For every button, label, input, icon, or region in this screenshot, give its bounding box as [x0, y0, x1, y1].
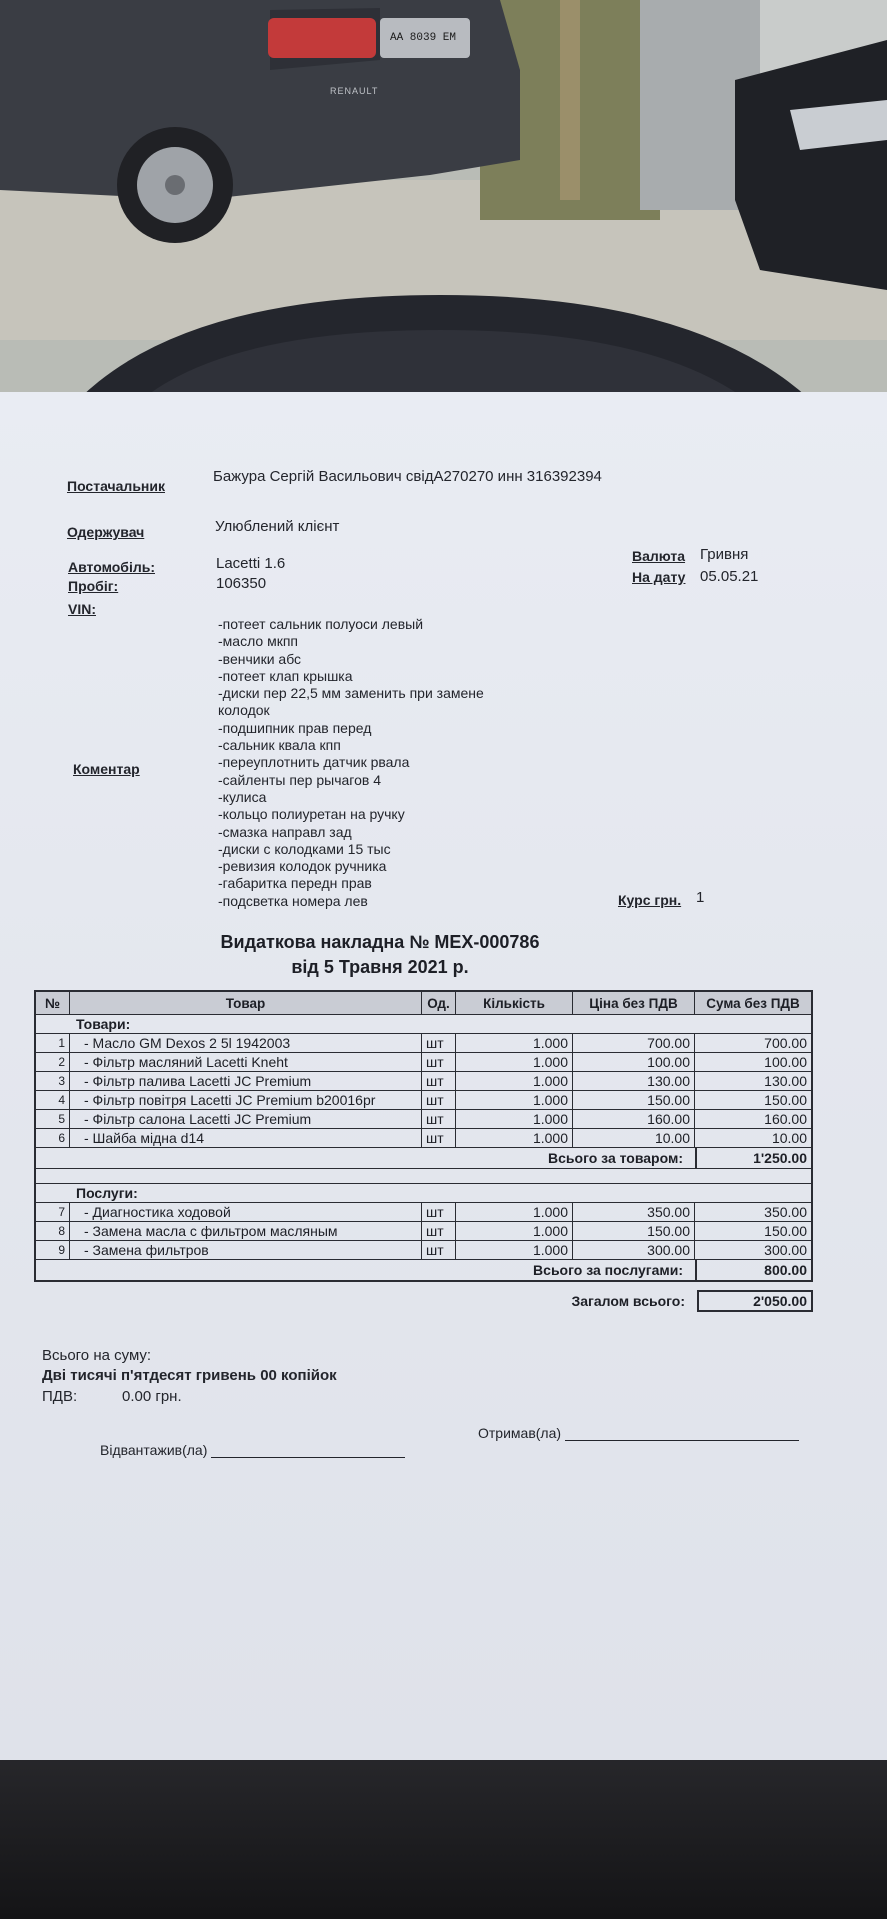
table-spacer: [36, 1169, 811, 1184]
supplier-value: Бажура Сергій Васильович свідА270270 инн 316392394: [213, 468, 602, 485]
row-quantity: 1.000: [456, 1034, 573, 1052]
table-row: [36, 1034, 811, 1053]
goods-total-label: Всього за товаром:: [548, 1150, 683, 1166]
rate-value: 1: [696, 889, 705, 906]
comment-line: -диски пер 22,5 мм заменить при замене колодок: [218, 685, 484, 719]
row-unit: шт: [422, 1110, 456, 1128]
comment-line: -смазка направл зад: [218, 823, 352, 840]
sum-in-words: Дві тисячі п'ятдесят гривень 00 копійок: [42, 1367, 337, 1384]
col-header-unit: Од.: [422, 992, 456, 1014]
mileage-value: 106350: [216, 575, 267, 592]
comment-line: -диски с колодками 15 тыс: [218, 840, 391, 857]
grand-total-value: 2'050.00: [697, 1290, 813, 1312]
row-number: 3: [36, 1072, 70, 1090]
comment-line: -ревизия колодок ручника: [218, 858, 387, 875]
row-price: 300.00: [573, 1241, 695, 1259]
grand-total-row: [34, 1290, 813, 1312]
row-item-name: - Фільтр палива Lacetti JC Premium: [70, 1072, 422, 1090]
row-item-name: - Фільтр повітря Lacetti JC Premium b20016pr: [70, 1091, 422, 1109]
col-header-price: Ціна без ПДВ: [573, 992, 695, 1014]
row-unit: шт: [422, 1129, 456, 1147]
row-quantity: 1.000: [456, 1091, 573, 1109]
comment-line: -сальник квала кпп: [218, 737, 341, 754]
row-unit: шт: [422, 1222, 456, 1240]
row-price: 130.00: [573, 1072, 695, 1090]
row-item-name: - Диагностика ходовой: [70, 1203, 422, 1221]
received-signature: [478, 1425, 799, 1441]
row-item-name: - Замена фильтров: [70, 1241, 422, 1259]
table-row: [36, 1241, 811, 1260]
vat-label: ПДВ:: [42, 1388, 78, 1405]
currency-label: Валюта: [632, 548, 686, 564]
vin-label: VIN:: [68, 601, 96, 617]
row-quantity: 1.000: [456, 1222, 573, 1240]
goods-total-row: [36, 1148, 811, 1169]
services-total-label: Всього за послугами:: [533, 1262, 683, 1278]
row-sum: 300.00: [764, 1242, 807, 1258]
row-unit: шт: [422, 1241, 456, 1259]
car-value: Lacetti 1.6: [216, 555, 286, 572]
row-price: 10.00: [573, 1129, 695, 1147]
row-unit: шт: [422, 1072, 456, 1090]
row-number: 1: [36, 1034, 70, 1052]
table-row: [36, 1053, 811, 1072]
comment-label: Коментар: [73, 761, 140, 777]
car-label: Автомобіль:: [68, 559, 155, 575]
row-number: 4: [36, 1091, 70, 1109]
col-header-quantity: Кількість: [456, 992, 573, 1014]
row-unit: шт: [422, 1203, 456, 1221]
shipped-signature-line: [211, 1443, 405, 1458]
grand-total-label: Загалом всього:: [571, 1293, 685, 1309]
col-header-item: Товар: [70, 992, 422, 1014]
table-row: [36, 1110, 811, 1129]
row-price: 160.00: [573, 1110, 695, 1128]
comment-line: -кольцо полиуретан на ручку: [218, 806, 405, 823]
comment-line: -масло мкпп: [218, 633, 298, 650]
services-section-title: Послуги:: [36, 1184, 811, 1203]
row-number: 2: [36, 1053, 70, 1071]
shipped-signature: [100, 1442, 405, 1458]
row-sum: 100.00: [764, 1054, 807, 1070]
recipient-value: Улюблений клієнт: [215, 518, 340, 535]
items-table: [34, 990, 813, 1282]
table-row: [36, 1091, 811, 1110]
sum-label: Всього на суму:: [42, 1347, 152, 1364]
license-plate: AA 8039 EM: [389, 32, 456, 44]
row-item-name: - Фільтр масляний Lacetti Kneht: [70, 1053, 422, 1071]
row-number: 5: [36, 1110, 70, 1128]
table-header: [36, 992, 811, 1015]
row-quantity: 1.000: [456, 1072, 573, 1090]
services-total-value: 800.00: [695, 1260, 811, 1280]
comment-line: -переуплотнить датчик рвала: [218, 754, 410, 771]
table-row: [36, 1129, 811, 1148]
date-value: 05.05.21: [700, 568, 759, 585]
table-row: [36, 1072, 811, 1091]
row-unit: шт: [422, 1091, 456, 1109]
row-unit: шт: [422, 1034, 456, 1052]
date-label: На дату: [632, 569, 686, 585]
row-number: 8: [36, 1222, 70, 1240]
photo-background: [0, 0, 887, 420]
row-price: 150.00: [573, 1091, 695, 1109]
vat-value: 0.00 грн.: [122, 1388, 182, 1405]
col-header-sum: Сума без ПДВ: [706, 995, 800, 1011]
invoice-title: Видаткова накладна № MEX-000786: [220, 932, 540, 952]
row-item-name: - Фільтр салона Lacetti JC Premium: [70, 1110, 422, 1128]
comment-line: -потеет клап крышка: [218, 667, 353, 684]
row-number: 7: [36, 1203, 70, 1221]
row-sum: 160.00: [764, 1111, 807, 1127]
row-sum: 150.00: [764, 1223, 807, 1239]
comment-list: [218, 616, 518, 910]
row-quantity: 1.000: [456, 1053, 573, 1071]
row-sum: 150.00: [764, 1092, 807, 1108]
supplier-label: Постачальник: [67, 478, 165, 494]
car-badge: RENAULT: [330, 86, 379, 96]
goods-section-title: Товари:: [36, 1015, 811, 1034]
currency-value: Гривня: [700, 546, 749, 563]
table-row: [36, 1203, 811, 1222]
comment-line: -габаритка передн прав: [218, 875, 372, 892]
row-price: 100.00: [573, 1053, 695, 1071]
comment-line: -подшипник прав перед: [218, 719, 372, 736]
row-sum: 130.00: [764, 1073, 807, 1089]
table-row: [36, 1222, 811, 1241]
row-sum: 10.00: [771, 1130, 807, 1146]
row-number: 6: [36, 1129, 70, 1147]
goods-total-value: 1'250.00: [695, 1148, 811, 1168]
comment-line: -кулиса: [218, 788, 267, 805]
comment-line: -венчики абс: [218, 650, 302, 667]
row-item-name: - Шайба мідна d14: [70, 1129, 422, 1147]
col-header-number: №: [36, 992, 70, 1014]
row-price: 700.00: [573, 1034, 695, 1052]
row-quantity: 1.000: [456, 1110, 573, 1128]
mileage-label: Пробіг:: [68, 578, 119, 594]
row-sum: 700.00: [764, 1035, 807, 1051]
comment-line: -потеет сальник полуоси левый: [218, 616, 424, 632]
row-item-name: - Замена масла с фильтром масляным: [70, 1222, 422, 1240]
row-item-name: - Масло GM Dexos 2 5l 1942003: [70, 1034, 422, 1052]
row-quantity: 1.000: [456, 1129, 573, 1147]
services-total-row: [36, 1260, 811, 1280]
comment-line: -подсветка номера лев: [218, 892, 368, 909]
row-quantity: 1.000: [456, 1203, 573, 1221]
received-signature-line: [565, 1426, 799, 1441]
comment-line: -сайленты пер рычагов 4: [218, 771, 381, 788]
rate-label: Курс грн.: [618, 892, 682, 908]
recipient-label: Одержувач: [67, 524, 145, 540]
invoice-date-subtitle: від 5 Травня 2021 р.: [291, 957, 469, 977]
row-price: 350.00: [573, 1203, 695, 1221]
row-unit: шт: [422, 1053, 456, 1071]
row-price: 150.00: [573, 1222, 695, 1240]
row-sum: 350.00: [764, 1204, 807, 1220]
invoice-sheet: [0, 392, 887, 1760]
row-quantity: 1.000: [456, 1241, 573, 1259]
received-label: Отримав(ла): [478, 1425, 562, 1441]
shipped-label: Відвантажив(ла): [100, 1442, 208, 1458]
row-number: 9: [36, 1241, 70, 1259]
